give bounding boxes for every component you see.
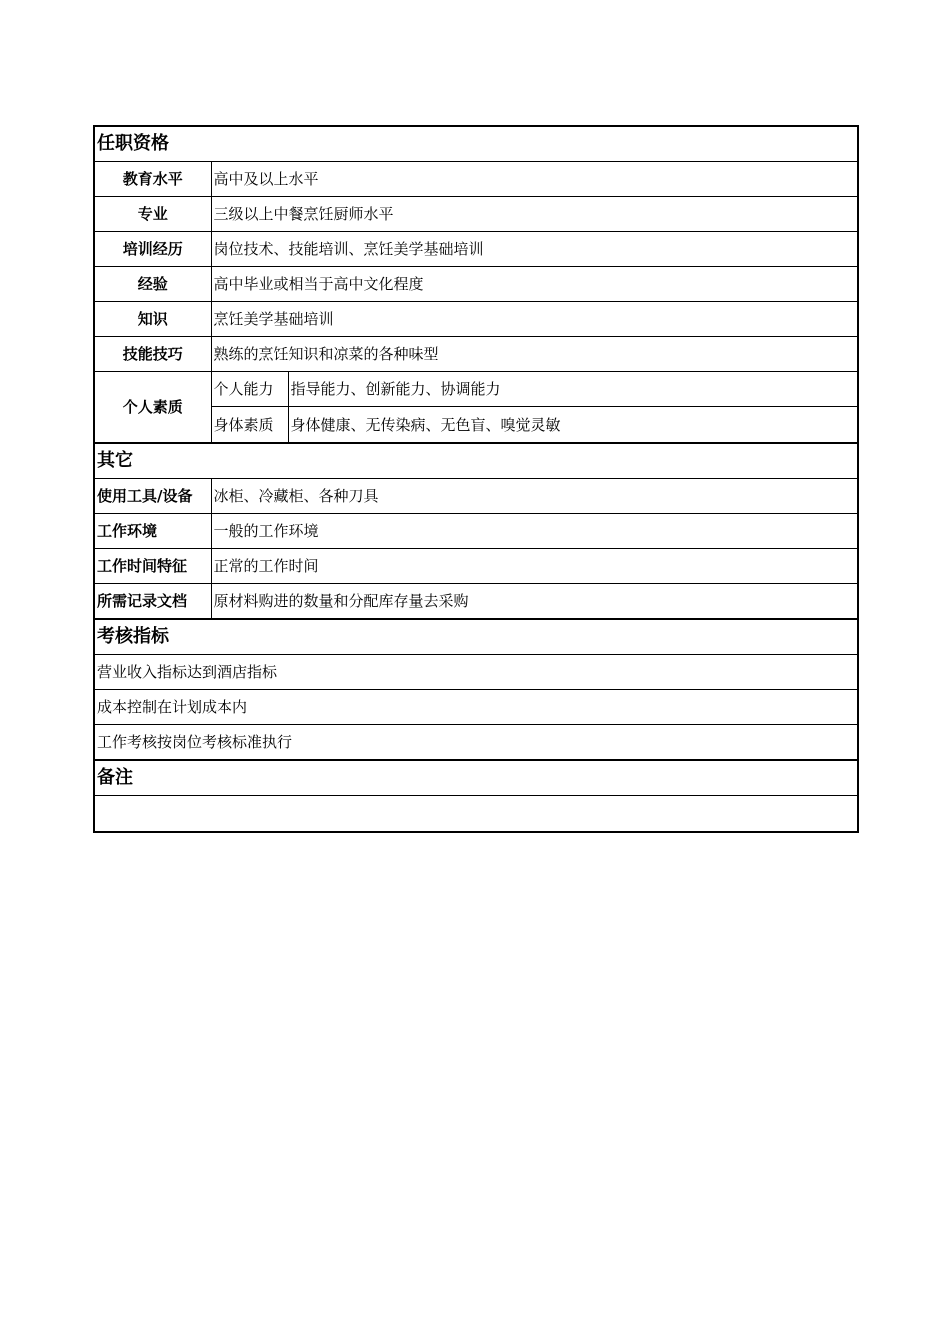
section-assessment (94, 619, 858, 655)
assessment-item: 营业收入指标达到酒店指标 (94, 655, 858, 690)
table-row (94, 479, 858, 514)
field-label-major: 专业 (94, 197, 211, 232)
section-remarks (94, 760, 858, 796)
field-label-knowledge: 知识 (94, 302, 211, 337)
table-row (94, 162, 858, 197)
field-value-knowledge: 烹饪美学基础培训 (211, 302, 858, 337)
table-row (94, 197, 858, 232)
remarks-content (94, 796, 858, 833)
section-qualifications (94, 126, 858, 162)
section-heading-remarks: 备注 (94, 760, 858, 796)
table-row (94, 725, 858, 761)
assessment-item: 工作考核按岗位考核标准执行 (94, 725, 858, 761)
table-row (94, 514, 858, 549)
table-row (94, 584, 858, 620)
sub-label-physical: 身体素质 (211, 407, 288, 444)
table-row (94, 267, 858, 302)
field-label-environment: 工作环境 (94, 514, 211, 549)
field-label-tools: 使用工具/设备 (94, 479, 211, 514)
field-label-skills: 技能技巧 (94, 337, 211, 372)
field-value-experience: 高中毕业或相当于高中文化程度 (211, 267, 858, 302)
table-row (94, 796, 858, 833)
field-value-skills: 熟练的烹饪知识和凉菜的各种味型 (211, 337, 858, 372)
table-row (94, 549, 858, 584)
field-value-training: 岗位技术、技能培训、烹饪美学基础培训 (211, 232, 858, 267)
section-other (94, 443, 858, 479)
section-heading-qualifications: 任职资格 (94, 126, 858, 162)
section-heading-assessment: 考核指标 (94, 619, 858, 655)
field-label-experience: 经验 (94, 267, 211, 302)
table-row (94, 232, 858, 267)
field-value-documents: 原材料购进的数量和分配库存量去采购 (211, 584, 858, 620)
section-heading-other: 其它 (94, 443, 858, 479)
assessment-item: 成本控制在计划成本内 (94, 690, 858, 725)
sub-value-ability: 指导能力、创新能力、协调能力 (288, 372, 858, 407)
job-requirements-table (93, 125, 859, 833)
field-value-work-hours: 正常的工作时间 (211, 549, 858, 584)
table-row (94, 337, 858, 372)
field-value-major: 三级以上中餐烹饪厨师水平 (211, 197, 858, 232)
table-row (94, 372, 858, 407)
sub-value-physical: 身体健康、无传染病、无色盲、嗅觉灵敏 (288, 407, 858, 444)
table-row (94, 302, 858, 337)
table-row (94, 690, 858, 725)
field-label-education: 教育水平 (94, 162, 211, 197)
sub-label-ability: 个人能力 (211, 372, 288, 407)
field-label-work-hours: 工作时间特征 (94, 549, 211, 584)
field-label-documents: 所需记录文档 (94, 584, 211, 620)
table-row (94, 655, 858, 690)
field-value-environment: 一般的工作环境 (211, 514, 858, 549)
field-label-training: 培训经历 (94, 232, 211, 267)
field-value-education: 高中及以上水平 (211, 162, 858, 197)
field-label-personal-quality: 个人素质 (94, 372, 211, 444)
field-value-tools: 冰柜、冷藏柜、各种刀具 (211, 479, 858, 514)
